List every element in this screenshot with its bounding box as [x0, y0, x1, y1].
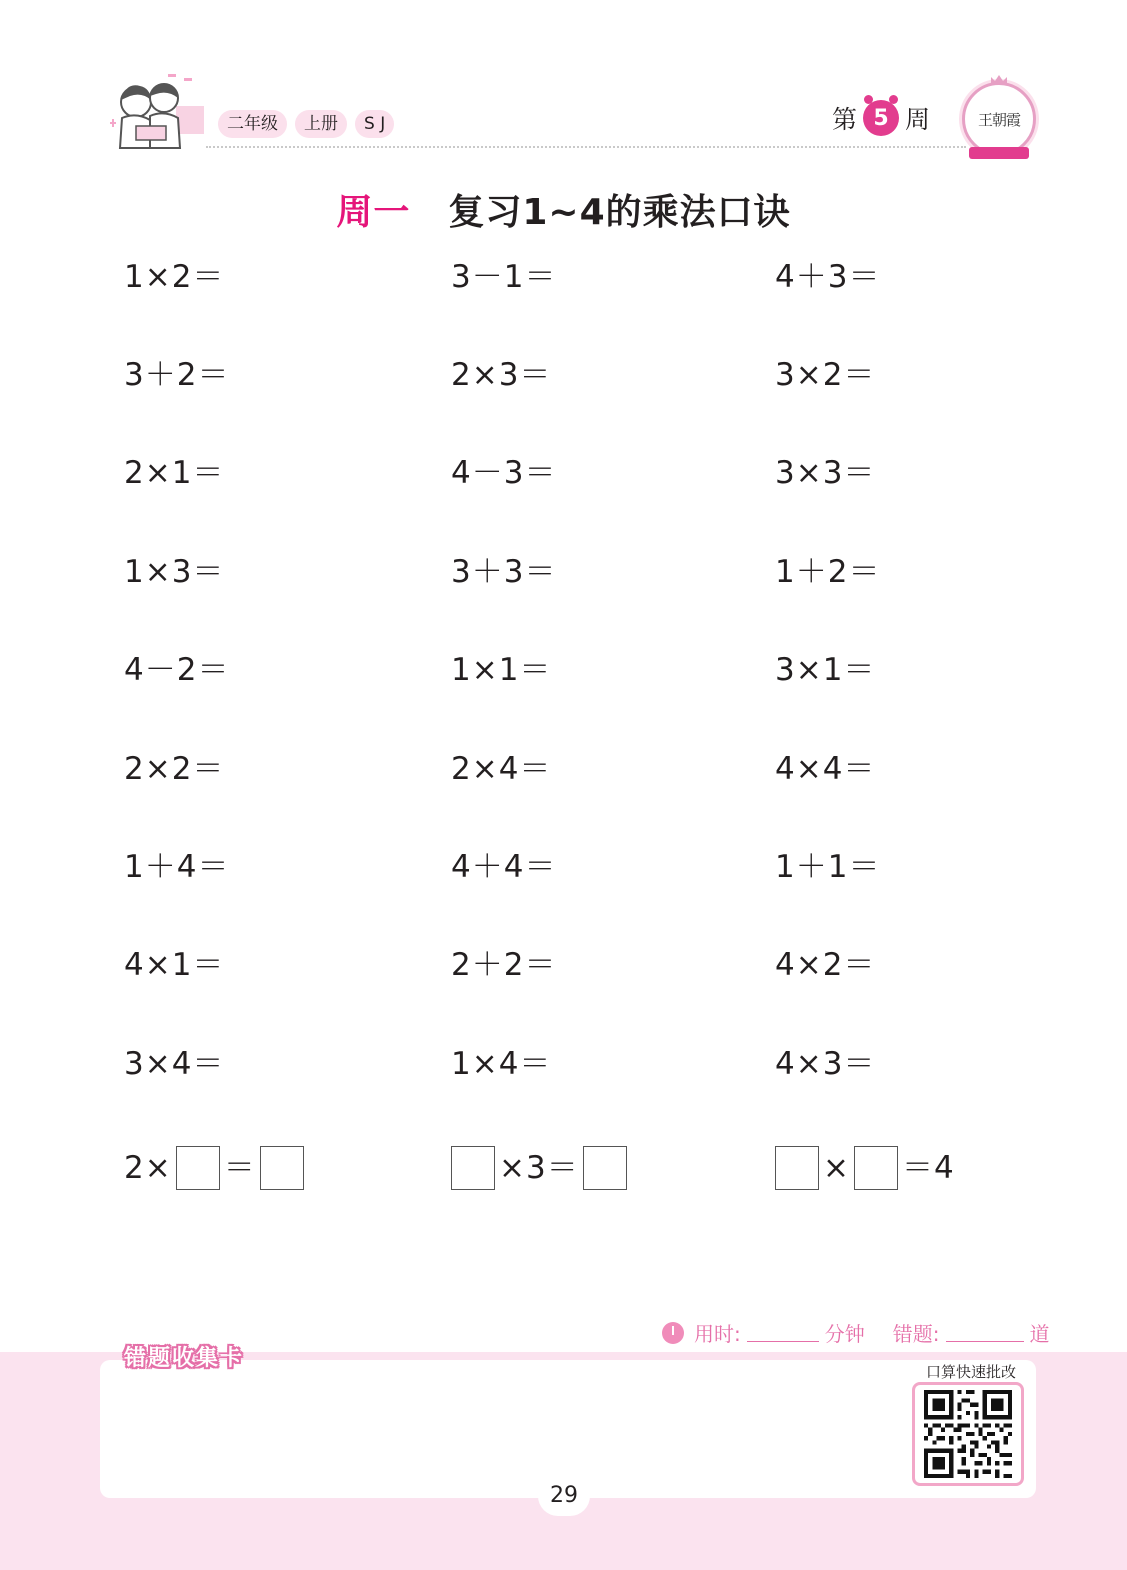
problem: 2×4＝ — [451, 751, 552, 787]
day-label: 周一 — [336, 192, 411, 233]
seal-ribbon — [969, 147, 1029, 159]
answer-box[interactable] — [451, 1146, 495, 1190]
week-suffix: 周 — [905, 105, 931, 134]
header-tags — [218, 110, 394, 138]
problem: 2×2＝ — [124, 751, 225, 787]
problem: 4×2＝ — [775, 947, 876, 983]
page-title — [0, 184, 1127, 235]
problem: 4＋3＝ — [775, 259, 881, 295]
problem: 1×1＝ — [451, 652, 552, 688]
problem: 1×3＝ — [124, 554, 225, 590]
timer-row — [662, 1318, 1050, 1347]
problem: 4×1＝ — [124, 947, 225, 983]
problem: 3×3＝ — [775, 455, 876, 491]
problem: 2＋2＝ — [451, 947, 557, 983]
fill-in-problem — [447, 1146, 631, 1190]
crown-icon — [991, 75, 1007, 85]
grade-tag: 二年级 — [218, 110, 287, 138]
week-label — [832, 100, 930, 136]
time-unit: 分钟 — [824, 1322, 865, 1346]
qr-code-icon — [921, 1390, 1015, 1478]
fill-in-problem — [124, 1146, 308, 1190]
problem: 4－2＝ — [124, 652, 230, 688]
problem: 3＋3＝ — [451, 554, 557, 590]
time-blank[interactable] — [747, 1323, 819, 1342]
time-label: 用时: — [694, 1322, 741, 1346]
problem: 1＋2＝ — [775, 554, 881, 590]
problem: 4×3＝ — [775, 1046, 876, 1082]
problem: 3－1＝ — [451, 259, 557, 295]
qr-caption: 口算快速批改 — [925, 1363, 1016, 1381]
page-number: 29 — [538, 1476, 590, 1516]
answer-box[interactable] — [176, 1146, 220, 1190]
problem-text: ×3＝ — [499, 1150, 579, 1186]
problem: 2×3＝ — [451, 357, 552, 393]
problem: 4＋4＝ — [451, 849, 557, 885]
errors-label: 错题: — [892, 1322, 940, 1346]
topic-label: 复习1~4的乘法口诀 — [448, 192, 791, 233]
brand-seal-logo — [962, 82, 1036, 156]
week-prefix: 第 — [832, 105, 858, 134]
fill-in-problem — [771, 1146, 955, 1190]
errors-unit: 道 — [1029, 1322, 1050, 1346]
volume-tag: 上册 — [295, 110, 347, 138]
problem: 2×1＝ — [124, 455, 225, 491]
problem: 3×1＝ — [775, 652, 876, 688]
problem: 3×2＝ — [775, 357, 876, 393]
problem: 3＋2＝ — [124, 357, 230, 393]
problem: 3×4＝ — [124, 1046, 225, 1082]
problem: 1×4＝ — [451, 1046, 552, 1082]
problem-text: ＝ — [223, 1150, 256, 1186]
edition-tag: S J — [355, 110, 394, 138]
answer-box[interactable] — [260, 1146, 304, 1190]
answer-box[interactable] — [583, 1146, 627, 1190]
problem: 1×2＝ — [124, 259, 225, 295]
problem: 1＋4＝ — [124, 849, 230, 885]
kids-reading-illustration — [106, 70, 206, 156]
answer-box[interactable] — [775, 1146, 819, 1190]
problem-text: 2× — [124, 1150, 172, 1186]
stopwatch-icon — [662, 1322, 684, 1344]
qr-frame[interactable] — [912, 1382, 1024, 1486]
problem-text: ＝4 — [901, 1150, 955, 1186]
qr-block — [912, 1362, 1030, 1492]
header-divider — [206, 146, 966, 148]
error-card-title: 错题收集卡 — [124, 1346, 245, 1371]
brand-name: 王朝霞 — [977, 110, 1020, 129]
answer-box[interactable] — [854, 1146, 898, 1190]
problem-text: × — [823, 1150, 850, 1186]
alarm-clock-week-badge: 5 — [863, 100, 899, 136]
problem: 4－3＝ — [451, 455, 557, 491]
problem: 4×4＝ — [775, 751, 876, 787]
errors-blank[interactable] — [946, 1323, 1024, 1342]
problem: 1＋1＝ — [775, 849, 881, 885]
